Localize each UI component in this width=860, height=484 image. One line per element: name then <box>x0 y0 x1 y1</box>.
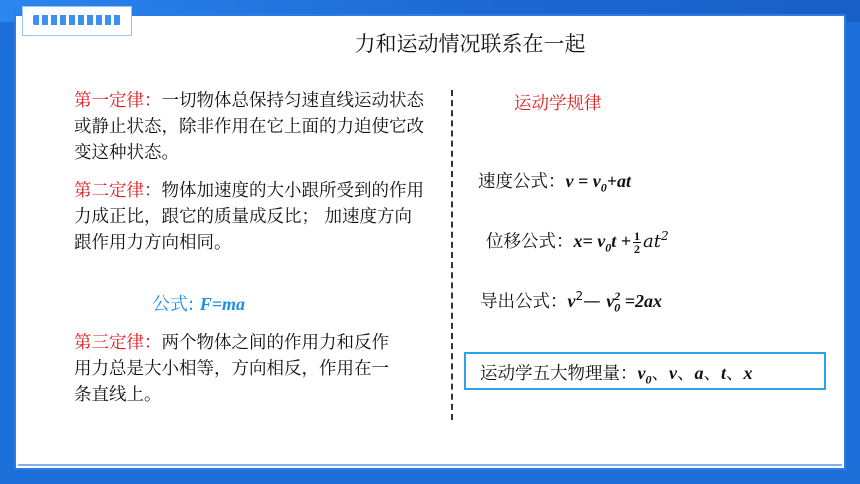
dashed-divider <box>451 90 453 420</box>
separator-3: 、 <box>703 364 721 384</box>
quantity-v0-sub: 0 <box>645 372 652 387</box>
derived-sup2a: 2 <box>575 289 584 304</box>
quantity-x: x <box>743 363 753 383</box>
bottom-divider <box>18 464 842 466</box>
derived-v: v <box>567 291 576 311</box>
displacement-eq: = <box>582 231 598 251</box>
derived-sup2b: 2 <box>614 289 621 304</box>
velocity-label: 速度公式： <box>478 172 566 192</box>
separator-1: 、 <box>651 364 669 384</box>
newton-formula <box>152 290 245 316</box>
page-title: 力和运动情况联系在一起 <box>354 32 586 56</box>
displacement-sub0: 0 <box>605 240 612 255</box>
fraction-denominator: 2 <box>634 241 641 256</box>
separator-2: 、 <box>677 364 695 384</box>
five-quantities-box <box>464 352 826 390</box>
second-law-text: 物体加速度的大小跟所受到的作用力成正比，跟它的质量成反比； 加速度方向跟作用力方向相同。 <box>74 181 424 253</box>
second-law-label: 第二定律： <box>74 181 162 201</box>
quantity-v0: v <box>637 363 646 383</box>
velocity-eq: = <box>573 171 593 191</box>
displacement-t: t <box>611 231 617 251</box>
displacement-x: x <box>573 231 583 251</box>
velocity-rest: +at <box>606 171 632 191</box>
derived-minus: — <box>583 292 607 312</box>
derived-rest: =2ax <box>620 291 662 311</box>
separator-4: 、 <box>726 364 744 384</box>
formula-expression: F=ma <box>199 294 246 314</box>
displacement-v0: v <box>597 231 606 251</box>
displacement-plus: + <box>616 231 632 251</box>
derived-formula <box>480 288 662 316</box>
third-law-label: 第三定律： <box>74 333 162 353</box>
velocity-v0: v <box>592 171 601 191</box>
first-law-text: 一切物体总保持匀速直线运动状态或静止状态，除非作用在它上面的力迫使它改变这种状态。 <box>74 91 424 163</box>
third-law <box>74 330 390 408</box>
velocity-sub0: 0 <box>600 180 607 195</box>
first-law-label: 第一定律： <box>74 91 162 111</box>
fraction-numerator: 1 <box>634 228 641 243</box>
third-law-text: 两个物体之间的作用力和反作用力总是大小相等，方向相反，作用在一条直线上。 <box>74 333 389 405</box>
quantity-v: v <box>669 363 677 383</box>
first-law <box>74 88 426 166</box>
second-law <box>74 178 426 256</box>
formula-label: 公式: <box>152 294 200 315</box>
kinematics-heading: 运动学规律 <box>514 94 602 114</box>
velocity-formula <box>478 168 631 196</box>
displacement-sup2: 2 <box>661 229 669 244</box>
displacement-formula <box>486 228 669 256</box>
half-fraction <box>633 230 641 255</box>
displacement-label: 位移公式： <box>486 232 574 252</box>
derived-sub0: 0 <box>614 300 621 315</box>
five-quantities-label: 运动学五大物理量： <box>480 364 638 384</box>
velocity-v: v <box>565 171 574 191</box>
derived-label: 导出公式： <box>480 292 568 312</box>
corner-decoration <box>22 6 132 36</box>
displacement-at: at <box>643 231 662 252</box>
derived-v0: v <box>606 291 615 311</box>
quantity-t: t <box>721 363 727 383</box>
corner-stripes <box>33 15 121 25</box>
quantity-a: a <box>694 363 704 383</box>
